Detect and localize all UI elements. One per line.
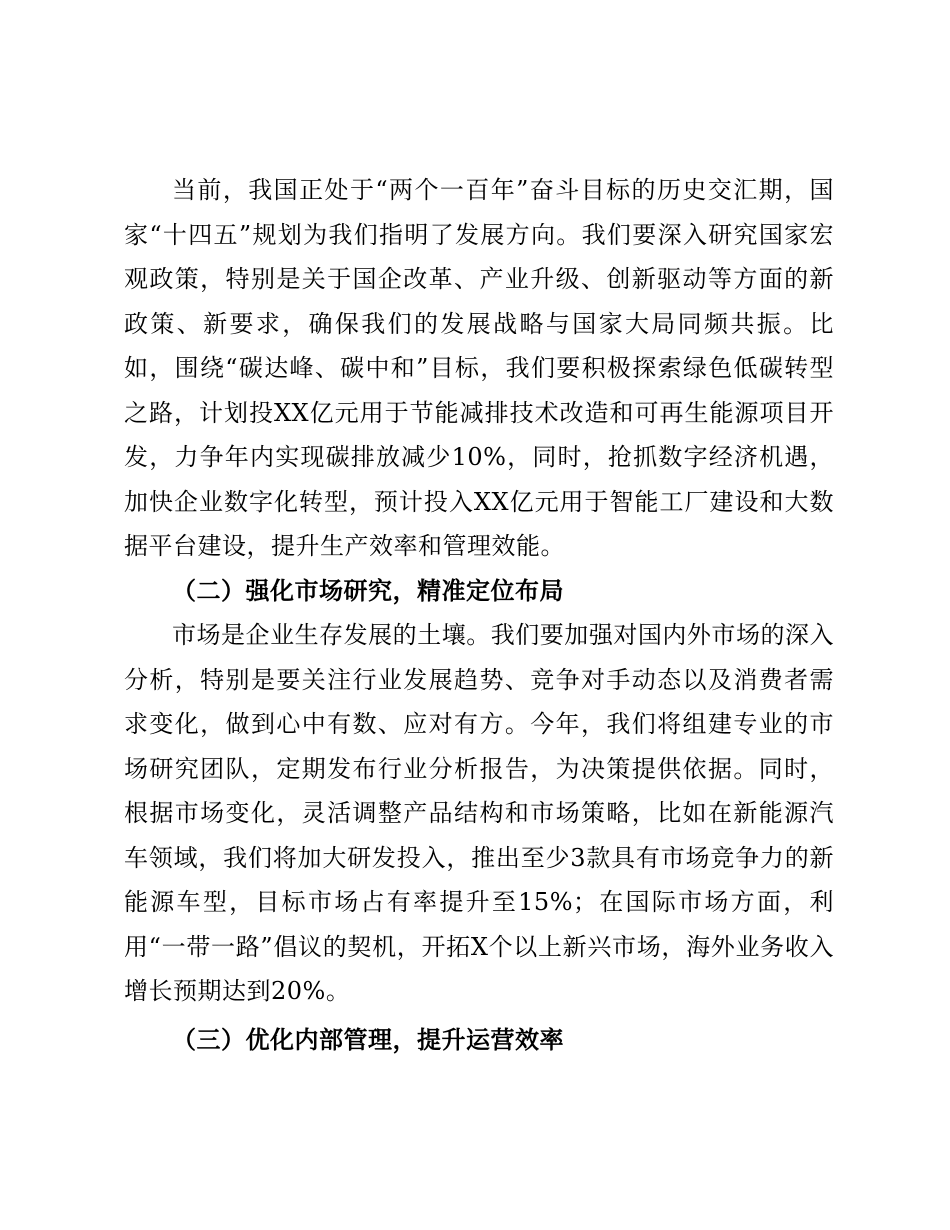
section-heading-market-research: （二）强化市场研究，精准定位布局	[172, 575, 564, 605]
paragraph-policy-study: 当前，我国正处于“两个一百年”奋斗目标的历史交汇期，国家“十四五”规划为我们指明了发展方向。我们要深入研究国家宏观政策，特别是关于国企改革、产业升级、创新驱动等方面的新政策、新要求，确保我们的发展战略与国家大局同频共振。比如，围绕“碳达峰、碳中和”目标，我们要积极探索绿色低碳转型之路，计划投XX亿元用于节能减排技术改造和可再生能源项目开发，力争年内实现碳排放减少10%，同时，抢抓数字经济机遇，加快企业数字化转型，预计投入XX亿元用于智能工厂建设和大数据平台建设，提升生产效率和管理效能。	[124, 176, 834, 560]
document-body	[124, 168, 834, 1062]
paragraph-market-research: 市场是企业生存发展的土壤。我们要加强对国内外市场的深入分析，特别是要关注行业发展趋势、竞争对手动态以及消费者需求变化，做到心中有数、应对有方。今年，我们将组建专业的市场研究团队，定期发布行业分析报告，为决策提供依据。同时，根据市场变化，灵活调整产品结构和市场策略，比如在新能源汽车领域，我们将加大研发投入，推出至少3款具有市场竞争力的新能源车型，目标市场占有率提升至15%；在国际市场方面，利用“一带一路”倡议的契机，开拓X个以上新兴市场，海外业务收入增长预期达到20%。	[124, 621, 834, 1005]
section-heading-internal-management: （三）优化内部管理，提升运营效率	[172, 1024, 564, 1054]
